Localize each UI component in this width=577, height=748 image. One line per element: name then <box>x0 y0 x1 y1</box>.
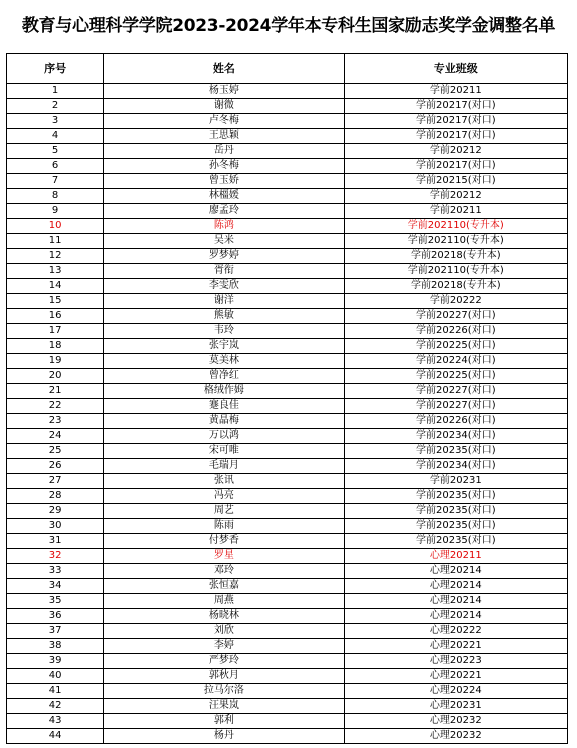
cell-no: 42 <box>7 699 104 714</box>
table-row <box>7 639 568 654</box>
cell-name: 郭利 <box>104 714 344 729</box>
table-row <box>7 249 568 264</box>
cell-major: 学前20234(对口) <box>344 429 567 444</box>
cell-name: 冯亮 <box>104 489 344 504</box>
cell-no: 30 <box>7 519 104 534</box>
cell-name: 莫美林 <box>104 354 344 369</box>
table-row <box>7 219 568 234</box>
table-row <box>7 579 568 594</box>
table-row <box>7 564 568 579</box>
cell-no: 16 <box>7 309 104 324</box>
cell-major: 心理20232 <box>344 729 567 744</box>
table-row <box>7 399 568 414</box>
cell-major: 学前20226(对口) <box>344 324 567 339</box>
table-row <box>7 144 568 159</box>
cell-major: 学前20222 <box>344 294 567 309</box>
cell-major: 心理20214 <box>344 579 567 594</box>
table-row <box>7 384 568 399</box>
cell-major: 心理20221 <box>344 669 567 684</box>
cell-name: 蹇良佳 <box>104 399 344 414</box>
cell-no: 14 <box>7 279 104 294</box>
cell-major: 学前20217(对口) <box>344 99 567 114</box>
cell-major: 学前20217(对口) <box>344 129 567 144</box>
cell-major: 学前20218(专升本) <box>344 249 567 264</box>
cell-no: 41 <box>7 684 104 699</box>
table-row <box>7 729 568 744</box>
cell-no: 38 <box>7 639 104 654</box>
cell-no: 33 <box>7 564 104 579</box>
table-row <box>7 324 568 339</box>
table-row <box>7 609 568 624</box>
cell-major: 学前20224(对口) <box>344 354 567 369</box>
cell-major: 心理20214 <box>344 609 567 624</box>
cell-no: 4 <box>7 129 104 144</box>
cell-name: 陈鸿 <box>104 219 344 234</box>
cell-no: 20 <box>7 369 104 384</box>
cell-no: 13 <box>7 264 104 279</box>
table-row <box>7 534 568 549</box>
cell-name: 黄晶梅 <box>104 414 344 429</box>
cell-no: 26 <box>7 459 104 474</box>
cell-name: 邓玲 <box>104 564 344 579</box>
cell-name: 林橿媛 <box>104 189 344 204</box>
scholarship-table <box>6 53 568 744</box>
table-row <box>7 234 568 249</box>
cell-name: 宋可唯 <box>104 444 344 459</box>
cell-no: 32 <box>7 549 104 564</box>
cell-major: 学前20227(对口) <box>344 399 567 414</box>
cell-no: 8 <box>7 189 104 204</box>
cell-no: 29 <box>7 504 104 519</box>
cell-no: 12 <box>7 249 104 264</box>
cell-major: 学前20218(专升本) <box>344 279 567 294</box>
table-row <box>7 369 568 384</box>
table-row <box>7 489 568 504</box>
cell-major: 学前20211 <box>344 84 567 99</box>
cell-name: 王思颖 <box>104 129 344 144</box>
table-row <box>7 459 568 474</box>
cell-major: 心理20221 <box>344 639 567 654</box>
cell-name: 周艺 <box>104 504 344 519</box>
cell-no: 11 <box>7 234 104 249</box>
cell-major: 学前20217(对口) <box>344 159 567 174</box>
cell-name: 李雯欣 <box>104 279 344 294</box>
cell-name: 张宇岚 <box>104 339 344 354</box>
cell-major: 心理20222 <box>344 624 567 639</box>
table-row <box>7 204 568 219</box>
cell-major: 学前20211 <box>344 204 567 219</box>
cell-no: 31 <box>7 534 104 549</box>
cell-name: 刘欣 <box>104 624 344 639</box>
table-body <box>7 84 568 744</box>
cell-major: 心理20214 <box>344 564 567 579</box>
cell-major: 学前20235(对口) <box>344 504 567 519</box>
cell-major: 学前20212 <box>344 189 567 204</box>
cell-no: 37 <box>7 624 104 639</box>
cell-name: 谢洋 <box>104 294 344 309</box>
cell-name: 孙冬梅 <box>104 159 344 174</box>
table-row <box>7 114 568 129</box>
cell-no: 1 <box>7 84 104 99</box>
cell-name: 曾玉娇 <box>104 174 344 189</box>
page-title: 教育与心理科学学院2023-2024学年本专科生国家励志奖学金调整名单 <box>21 16 556 36</box>
cell-no: 23 <box>7 414 104 429</box>
cell-major: 学前20235(对口) <box>344 489 567 504</box>
header-major: 专业班级 <box>344 54 567 84</box>
cell-no: 3 <box>7 114 104 129</box>
table-row <box>7 159 568 174</box>
cell-name: 杨晓林 <box>104 609 344 624</box>
cell-name: 郭秋月 <box>104 669 344 684</box>
cell-major: 心理20223 <box>344 654 567 669</box>
table-row <box>7 279 568 294</box>
cell-name: 李婷 <box>104 639 344 654</box>
cell-name: 毛瑞月 <box>104 459 344 474</box>
cell-major: 学前20217(对口) <box>344 114 567 129</box>
cell-name: 严梦玲 <box>104 654 344 669</box>
table-row <box>7 519 568 534</box>
cell-name: 胥衔 <box>104 264 344 279</box>
cell-major: 心理20231 <box>344 699 567 714</box>
cell-no: 43 <box>7 714 104 729</box>
table-row <box>7 699 568 714</box>
table-row <box>7 594 568 609</box>
cell-major: 学前20231 <box>344 474 567 489</box>
cell-no: 15 <box>7 294 104 309</box>
cell-major: 学前20235(对口) <box>344 534 567 549</box>
cell-major: 学前20225(对口) <box>344 339 567 354</box>
table-row <box>7 84 568 99</box>
cell-no: 35 <box>7 594 104 609</box>
cell-no: 40 <box>7 669 104 684</box>
table-row <box>7 549 568 564</box>
table-row <box>7 99 568 114</box>
cell-no: 7 <box>7 174 104 189</box>
cell-name: 卢冬梅 <box>104 114 344 129</box>
table-row <box>7 264 568 279</box>
cell-no: 2 <box>7 99 104 114</box>
cell-name: 杨玉婷 <box>104 84 344 99</box>
cell-major: 心理20214 <box>344 594 567 609</box>
table-row <box>7 414 568 429</box>
cell-name: 岳丹 <box>104 144 344 159</box>
cell-name: 格绒作姆 <box>104 384 344 399</box>
cell-major: 学前202110(专升本) <box>344 234 567 249</box>
cell-no: 24 <box>7 429 104 444</box>
cell-major: 心理20211 <box>344 549 567 564</box>
table-row <box>7 429 568 444</box>
cell-major: 学前20227(对口) <box>344 309 567 324</box>
cell-major: 学前202110(专升本) <box>344 219 567 234</box>
cell-name: 谢微 <box>104 99 344 114</box>
table-row <box>7 339 568 354</box>
table-row <box>7 444 568 459</box>
table-row <box>7 504 568 519</box>
table-row <box>7 654 568 669</box>
table-row <box>7 624 568 639</box>
cell-name: 杨丹 <box>104 729 344 744</box>
table-row <box>7 684 568 699</box>
cell-no: 36 <box>7 609 104 624</box>
cell-name: 吴米 <box>104 234 344 249</box>
table-row <box>7 294 568 309</box>
cell-name: 韦玲 <box>104 324 344 339</box>
cell-no: 18 <box>7 339 104 354</box>
cell-no: 27 <box>7 474 104 489</box>
cell-no: 44 <box>7 729 104 744</box>
table-header-row <box>7 54 568 84</box>
cell-name: 万以鸿 <box>104 429 344 444</box>
cell-no: 10 <box>7 219 104 234</box>
cell-major: 学前20235(对口) <box>344 519 567 534</box>
cell-no: 5 <box>7 144 104 159</box>
table-row <box>7 714 568 729</box>
cell-name: 罗梦婷 <box>104 249 344 264</box>
cell-name: 拉马尔洛 <box>104 684 344 699</box>
cell-name: 曾净红 <box>104 369 344 384</box>
table-row <box>7 174 568 189</box>
cell-no: 21 <box>7 384 104 399</box>
cell-major: 学前20235(对口) <box>344 444 567 459</box>
cell-name: 廖孟玲 <box>104 204 344 219</box>
table-row <box>7 474 568 489</box>
cell-name: 罗星 <box>104 549 344 564</box>
cell-name: 张恒嘉 <box>104 579 344 594</box>
cell-no: 28 <box>7 489 104 504</box>
cell-name: 汪果岚 <box>104 699 344 714</box>
cell-major: 学前20226(对口) <box>344 414 567 429</box>
cell-major: 学前20225(对口) <box>344 369 567 384</box>
header-name: 姓名 <box>104 54 344 84</box>
table-row <box>7 189 568 204</box>
cell-major: 心理20232 <box>344 714 567 729</box>
cell-name: 熊敏 <box>104 309 344 324</box>
cell-no: 19 <box>7 354 104 369</box>
cell-major: 学前20212 <box>344 144 567 159</box>
table-row <box>7 354 568 369</box>
cell-no: 6 <box>7 159 104 174</box>
cell-name: 张讯 <box>104 474 344 489</box>
header-no: 序号 <box>7 54 104 84</box>
cell-no: 17 <box>7 324 104 339</box>
table-row <box>7 309 568 324</box>
cell-no: 25 <box>7 444 104 459</box>
cell-major: 学前20215(对口) <box>344 174 567 189</box>
cell-name: 付梦香 <box>104 534 344 549</box>
cell-no: 22 <box>7 399 104 414</box>
cell-name: 陈雨 <box>104 519 344 534</box>
cell-major: 学前20227(对口) <box>344 384 567 399</box>
cell-name: 周燕 <box>104 594 344 609</box>
cell-major: 心理20224 <box>344 684 567 699</box>
table-row <box>7 129 568 144</box>
cell-no: 34 <box>7 579 104 594</box>
cell-no: 9 <box>7 204 104 219</box>
cell-no: 39 <box>7 654 104 669</box>
table-row <box>7 669 568 684</box>
cell-major: 学前202110(专升本) <box>344 264 567 279</box>
cell-major: 学前20234(对口) <box>344 459 567 474</box>
